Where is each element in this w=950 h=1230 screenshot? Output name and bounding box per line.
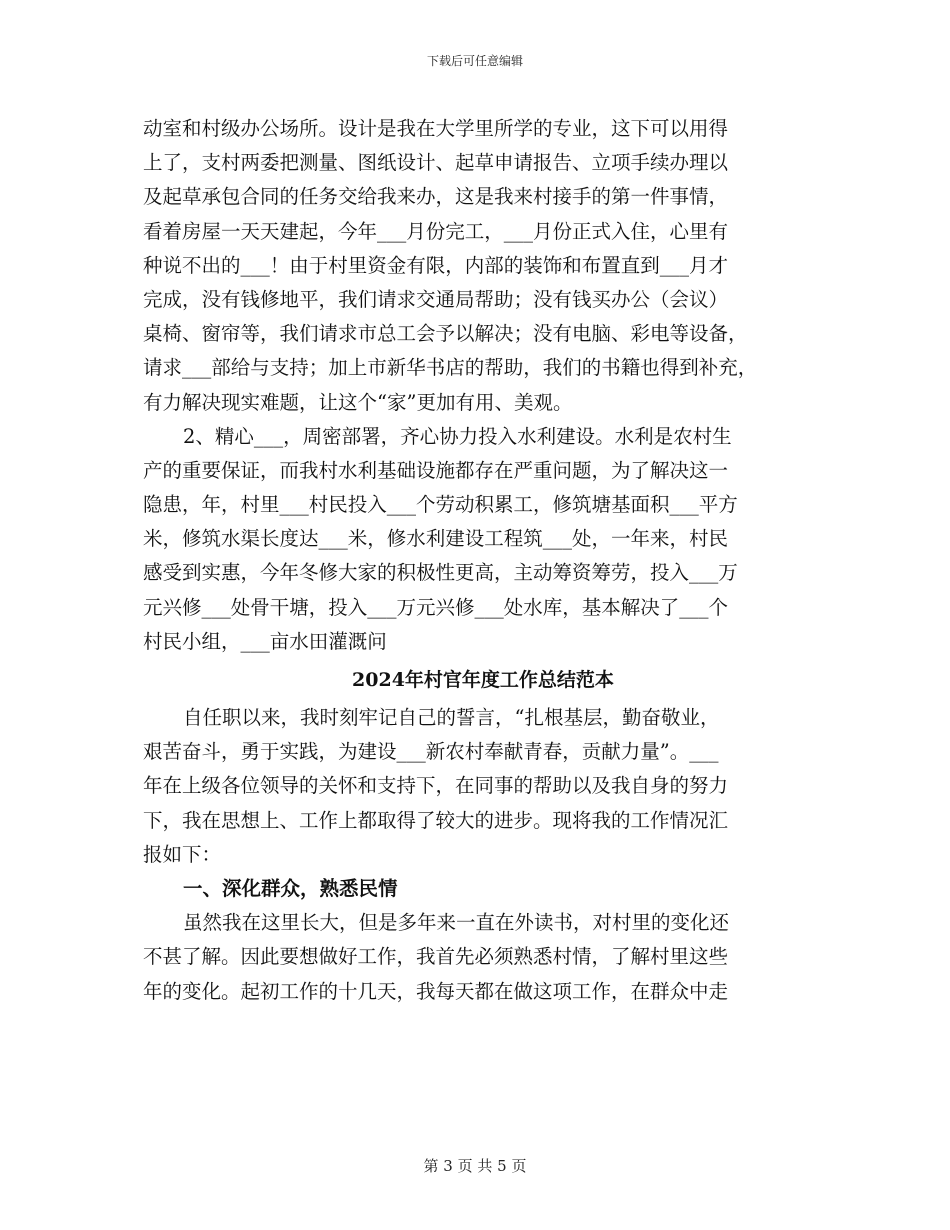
- document-body: [143, 112, 823, 1009]
- text-line: 米，修筑水渠长度达___米，修水利建设工程筑___处，一年来，村民: [143, 527, 729, 551]
- text-line: 看着房屋一天天建起，今年___月份完工，___月份正式入住，心里有: [143, 219, 729, 243]
- text-line: 下，我在思想上、工作上都取得了较大的进步。现将我的工作情况汇: [143, 808, 729, 832]
- text-line: 年的变化。起初工作的十几天，我每天都在做这项工作，在群众中走: [143, 979, 729, 1003]
- paragraph-construction: [143, 112, 823, 420]
- text-line: 不甚了解。因此要想做好工作，我首先必须熟悉村情，了解村里这些: [143, 945, 729, 969]
- text-line: 有力解决现实难题，让这个“家”更加有用、美观。: [143, 390, 573, 414]
- paragraph-part1: [143, 906, 823, 1009]
- text-line: 隐患，年，村里___村民投入___个劳动积累工，修筑塘基面积___平方: [143, 493, 738, 517]
- section-heading: 一、深化群众，熟悉民情: [183, 876, 398, 900]
- text-line: 艰苦奋斗，勇于实践，为建设___新农村奉献青春，贡献力量”。___: [143, 740, 719, 764]
- paragraph-intro: [143, 701, 823, 872]
- text-line: 报如下：: [143, 842, 222, 866]
- text-line: 动室和村级办公场所。设计是我在大学里所学的专业，这下可以用得: [143, 117, 729, 140]
- text-line: 村民小组，___亩水田灌溉问: [143, 629, 387, 653]
- text-line: 自任职以来，我时刻牢记自己的誓言，“扎根基层，勤奋敬业，: [183, 706, 720, 729]
- text-line: 感受到实惠，今年冬修大家的积极性更高，主动筹资筹劳，投入___万: [143, 561, 738, 585]
- page-header: 下载后可任意编辑: [426, 54, 523, 68]
- text-line: 产的重要保证，而我村水利基础设施都存在严重问题，为了解决这一: [143, 458, 729, 482]
- text-line: 年在上级各位领导的关怀和支持下，在同事的帮助以及我自身的努力: [143, 774, 729, 798]
- text-line: 完成，没有钱修地平，我们请求交通局帮助；没有钱买办公（会议）: [143, 287, 729, 311]
- text-line: 及起草承包合同的任务交给我来办，这是我来村接手的第一件事情，: [143, 185, 729, 209]
- text-line: 种说不出的___！由于村里资金有限，内部的装饰和布置直到___月才: [143, 253, 729, 277]
- text-line: 元兴修___处骨干塘，投入___万元兴修___处水库，基本解决了___个: [143, 595, 729, 619]
- text-line: 请求___部给与支持；加上市新华书店的帮助，我们的书籍也得到补充，: [143, 356, 758, 380]
- page-footer: 第 3 页 共 5 页: [423, 1157, 527, 1175]
- text-line: 2、精心___，周密部署，齐心协力投入水利建设。水利是农村生: [183, 424, 732, 448]
- text-line: 上了，支村两委把测量、图纸设计、起草申请报告、立项手续办理以: [143, 151, 729, 175]
- text-line: 虽然我在这里长大，但是多年来一直在外读书，对村里的变化还: [183, 911, 730, 935]
- text-line: 桌椅、窗帘等，我们请求市总工会予以解决；没有电脑、彩电等设备，: [143, 322, 748, 346]
- paragraph-water-conservancy: [143, 420, 823, 659]
- document-title: 2024年村官年度工作总结范本: [352, 669, 614, 691]
